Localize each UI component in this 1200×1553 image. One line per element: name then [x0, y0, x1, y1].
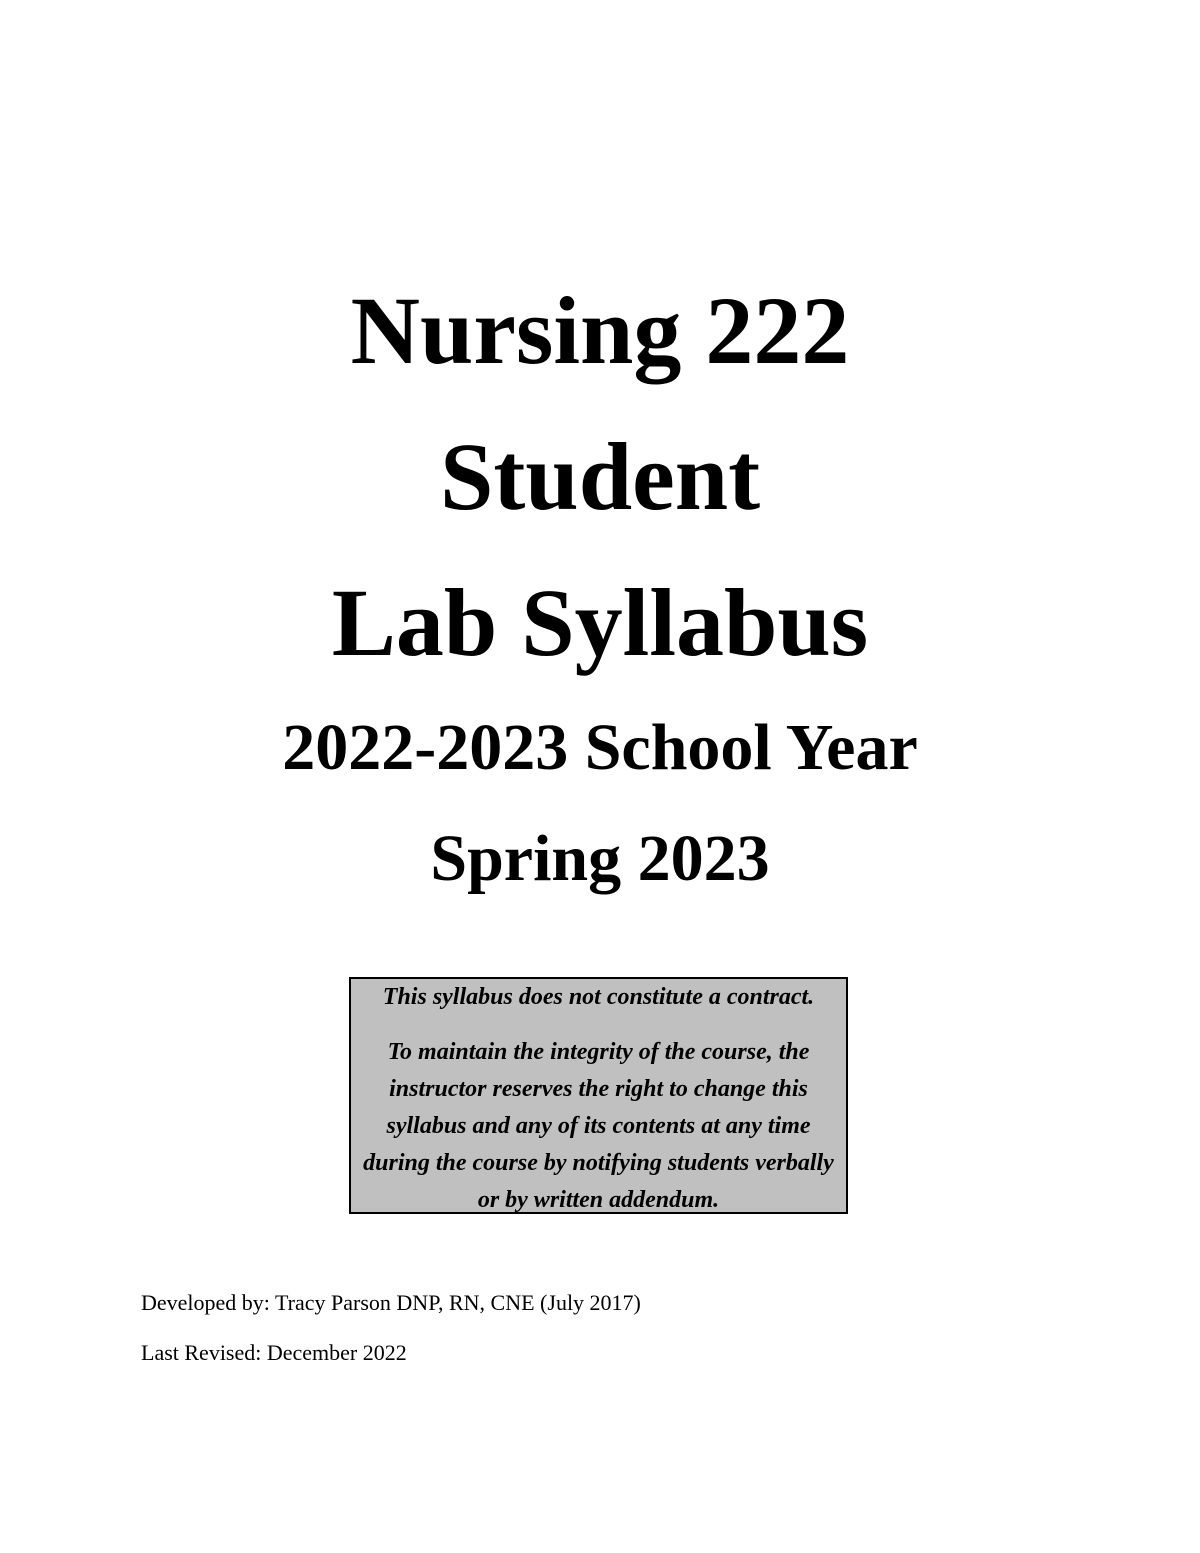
disclaimer-body: To maintain the integrity of the course, the instructor reserves the right to change this syllabus and any of its contents at any time during the course by notifying students verbally or by written addendum.	[363, 1039, 834, 1213]
disclaimer-statement: This syllabus does not constitute a contract.	[382, 984, 815, 1010]
developed-by: Developed by: Tracy Parson DNP, RN, CNE (July 2017)	[141, 1290, 641, 1315]
last-revised: Last Revised: December 2022	[141, 1340, 407, 1365]
disclaimer-box	[349, 977, 848, 1214]
school-year: 2022-2023 School Year	[282, 711, 918, 784]
term: Spring 2023	[430, 822, 770, 895]
course-title: Nursing 222	[350, 277, 850, 384]
course-subtitle-student: Student	[439, 423, 761, 530]
course-subtitle-syllabus: Lab Syllabus	[331, 569, 869, 676]
